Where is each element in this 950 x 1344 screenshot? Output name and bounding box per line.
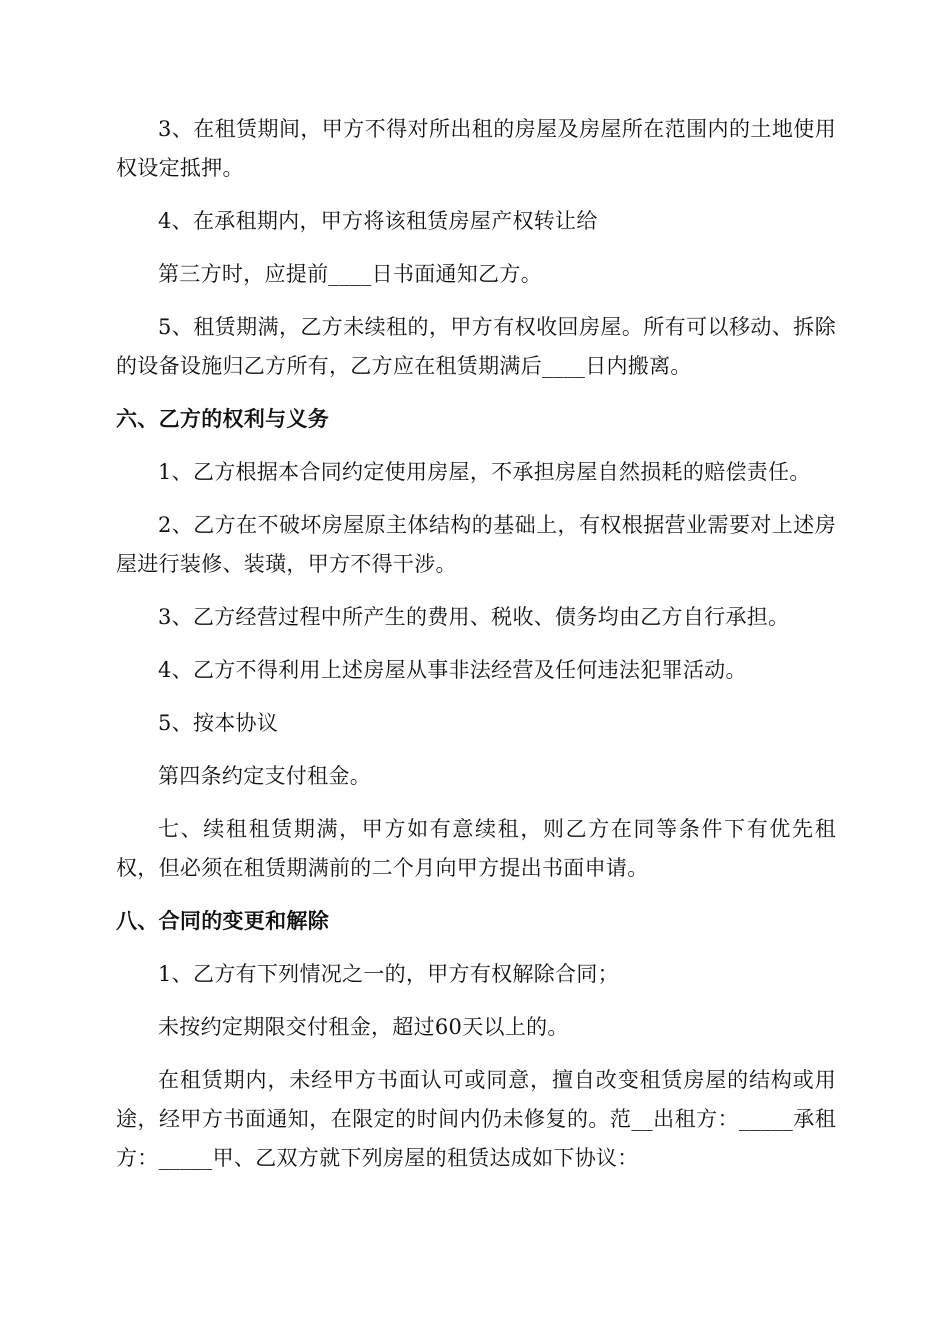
paragraph: 1、乙方有下列情况之一的，甲方有权解除合同； <box>158 962 619 986</box>
paragraph: 1、乙方根据本合同约定使用房屋，不承担房屋自然损耗的赔偿责任。 <box>158 460 811 484</box>
paragraph: 第四条约定支付租金。 <box>158 764 371 788</box>
paragraph: 3、在租赁期间，甲方不得对所出租的房屋及房屋所在范围内的土地使用权设定抵押。 <box>116 117 836 180</box>
section-heading: 八、合同的变更和解除 <box>116 909 329 933</box>
paragraph: 5、按本协议 <box>158 711 279 735</box>
paragraph: 七、续租租赁期满，甲方如有意续租，则乙方在同等条件下有优先租权，但必须在租赁期满前的二个月向甲方提出书面申请。 <box>116 817 836 880</box>
paragraph: 4、乙方不得利用上述房屋从事非法经营及任何违法犯罪活动。 <box>158 658 747 682</box>
paragraph: 未按约定期限交付租金，超过60天以上的。 <box>158 1015 569 1039</box>
paragraph: 3、乙方经营过程中所产生的费用、税收、债务均由乙方自行承担。 <box>158 605 790 629</box>
paragraph: 2、乙方在不破坏房屋原主体结构的基础上，有权根据营业需要对上述房屋进行装修、装璜，甲方不得干涉。 <box>116 513 836 576</box>
paragraph: 在租赁期内，未经甲方书面认可或同意，擅自改变租赁房屋的结构或用途，经甲方书面通知，在限定的时间内仍未修复的。范__出租方：_____承租方：_____甲、乙双方就下列房屋的租赁达成如下协议： <box>116 1068 836 1170</box>
paragraph: 4、在承租期内，甲方将该租赁房屋产权转让给 <box>158 209 598 233</box>
paragraph: 5、租赁期满，乙方未续租的，甲方有权收回房屋。所有可以移动、拆除的设备设施归乙方所有，乙方应在租赁期满后____日内搬离。 <box>116 315 836 378</box>
paragraph: 第三方时，应提前____日书面通知乙方。 <box>158 262 542 286</box>
section-heading: 六、乙方的权利与义务 <box>116 407 329 431</box>
document-page <box>116 110 836 1192</box>
